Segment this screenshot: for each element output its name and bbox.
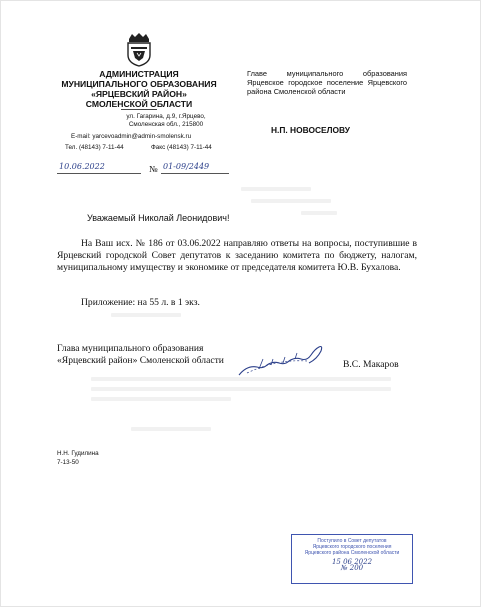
sender-line4: СМОЛЕНСКОЙ ОБЛАСТИ [85, 99, 193, 109]
incoming-stamp [291, 534, 413, 584]
sender-header [49, 69, 229, 109]
stamp-line1: Поступило в Совет депутатов [317, 538, 387, 544]
executor-info [57, 449, 99, 467]
signatory-title-line2: «Ярцевский район» Смоленской области [57, 354, 224, 366]
coat-of-arms-icon [121, 31, 157, 67]
signatory-title-line1: Глава муниципального образования [57, 343, 204, 354]
stamp-number: № 200 [340, 564, 364, 572]
stamp-line3: Ярцевского района Смоленской области [304, 550, 400, 556]
sender-line1: АДМИНИСТРАЦИЯ [99, 69, 179, 79]
number-underline [161, 173, 229, 174]
sender-phone: Тел. (48143) 7-11-44 [65, 144, 124, 151]
stamp-line2: Ярцевского городского поселения [312, 544, 392, 550]
bleed-through [241, 187, 311, 191]
handwritten-signature [237, 339, 333, 381]
bleed-through [251, 199, 331, 203]
bleed-through [91, 397, 231, 401]
recipient-name: Н.П. НОВОСЕЛОВУ [271, 125, 350, 135]
bleed-through [111, 313, 181, 317]
bleed-through [131, 427, 211, 431]
signer-name: В.С. Макаров [343, 359, 399, 370]
sender-fax: Факс (48143) 7-11-44 [151, 144, 212, 151]
greeting: Уважаемый Николай Леонидович! [87, 213, 230, 223]
executor-phone: 7-13-50 [57, 459, 79, 466]
recipient-address: Главе муниципального образования Ярцевское городское поселение Ярцевского района Смоленской области [247, 69, 407, 96]
date-underline [57, 173, 141, 174]
address-line1: ул. Гагарина, д.9, г.Ярцево, [126, 113, 206, 120]
signatory-title [57, 343, 257, 367]
main-paragraph: На Ваш исх. № 186 от 03.06.2022 направляю ответы на вопросы, поступившие в Ярцевский городской Совет депутатов к заседанию комитета по бюджету, налогам, муниципальному имуществу и экономике от председателя комитета Ю.В. Бухалова. [57, 238, 417, 273]
bleed-through [91, 387, 391, 391]
sender-line2: МУНИЦИПАЛЬНОГО ОБРАЗОВАНИЯ [61, 79, 217, 89]
registration-date: 10.06.2022 [59, 162, 105, 171]
stamp-date: 15 06 2022 [331, 558, 373, 566]
header-divider [121, 109, 157, 110]
enclosure-note: Приложение: на 55 л. в 1 экз. [81, 297, 200, 308]
address-line2: Смоленская обл., 215800 [128, 121, 204, 128]
sender-address [96, 113, 236, 129]
bleed-through [301, 211, 337, 215]
sender-email: E-mail: yarcevoadmin@admin-smolensk.ru [71, 133, 192, 140]
registration-number-label: № [149, 164, 158, 174]
sender-line3: «ЯРЦЕВСКИЙ РАЙОН» [91, 89, 187, 99]
registration-number: 01-09/2449 [163, 162, 210, 171]
executor-name: Н.Н. Гудилина [57, 450, 99, 457]
